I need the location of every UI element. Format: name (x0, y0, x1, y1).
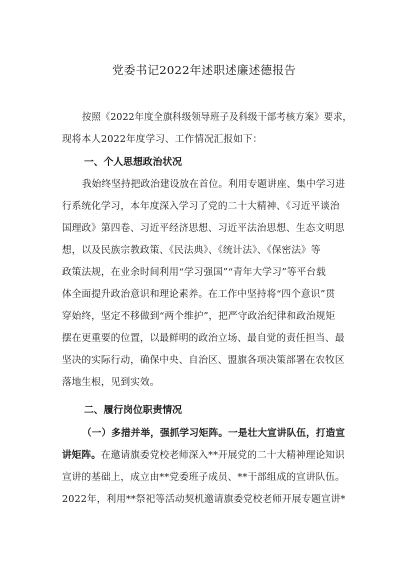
body-line: 摆在更重要的位置，以最鲜明的政治立场、最自觉的责任担当、最 (62, 333, 345, 344)
body-line: 想，以及民族宗教政策、《民法典》、《统计法》、《保密法》等 (62, 245, 321, 256)
body-line: 行系统化学习，本年度深入学习了党的二十大精神、《习近平谈治 (62, 201, 340, 212)
body-line: 坚决的实际行动，确保中央、自治区、盟旗各项决策部署在农牧区 (62, 355, 345, 366)
body-line: 2022年，利用**祭祀等活动契机邀请旗委党校老师开展专题宣讲* (62, 494, 346, 505)
body-line: 宣讲的基础上，成立由**党委班子成员、**干部组成的宣讲队伍。 (62, 472, 345, 483)
document-title: 党委书记2022年述职述廉述德报告 (112, 63, 296, 77)
section2-paragraph (62, 423, 352, 511)
intro-line: 按照《2022年度全旗科级领导班子及科级干部考核方案》要求， (82, 112, 352, 123)
intro-line: 现将本人2022年度学习、工作情况汇报如下： (62, 134, 263, 145)
body-line: 落地生根，见到实效。 (62, 377, 160, 388)
section-heading: 一、个人思想政治状况 (84, 157, 182, 168)
subsection-heading: （一）多措并举，强抓学习矩阵。一是壮大宣讲队伍，打造宣 (82, 428, 346, 439)
intro-paragraph (62, 107, 352, 151)
subsection-heading-end: 讲矩阵。 (62, 450, 101, 461)
body-line: 我始终坚持把政治建设放在首位。利用专题讲座、集中学习进 (82, 179, 346, 190)
body-line: 政策法规，在业余时间利用“学习强国”“青年大学习”等平台载 (62, 267, 326, 278)
body-line (62, 445, 352, 467)
body-text: 在邀请旗委党校老师深入**开展党的二十大精神理论知识 (100, 450, 345, 461)
body-line: 体全面提升政治意识和理论素养。在工作中坚持将“四个意识”贯 (62, 289, 336, 300)
section1-paragraph (62, 174, 352, 394)
body-line: 穿始终，坚定不移做到“两个维护”，把严守政治纪律和政治规矩 (62, 311, 336, 322)
section-heading: 二、履行岗位职责情况 (84, 405, 182, 416)
body-line: 国理政》第四卷、习近平经济思想、习近平法治思想、生态文明思 (62, 223, 345, 234)
